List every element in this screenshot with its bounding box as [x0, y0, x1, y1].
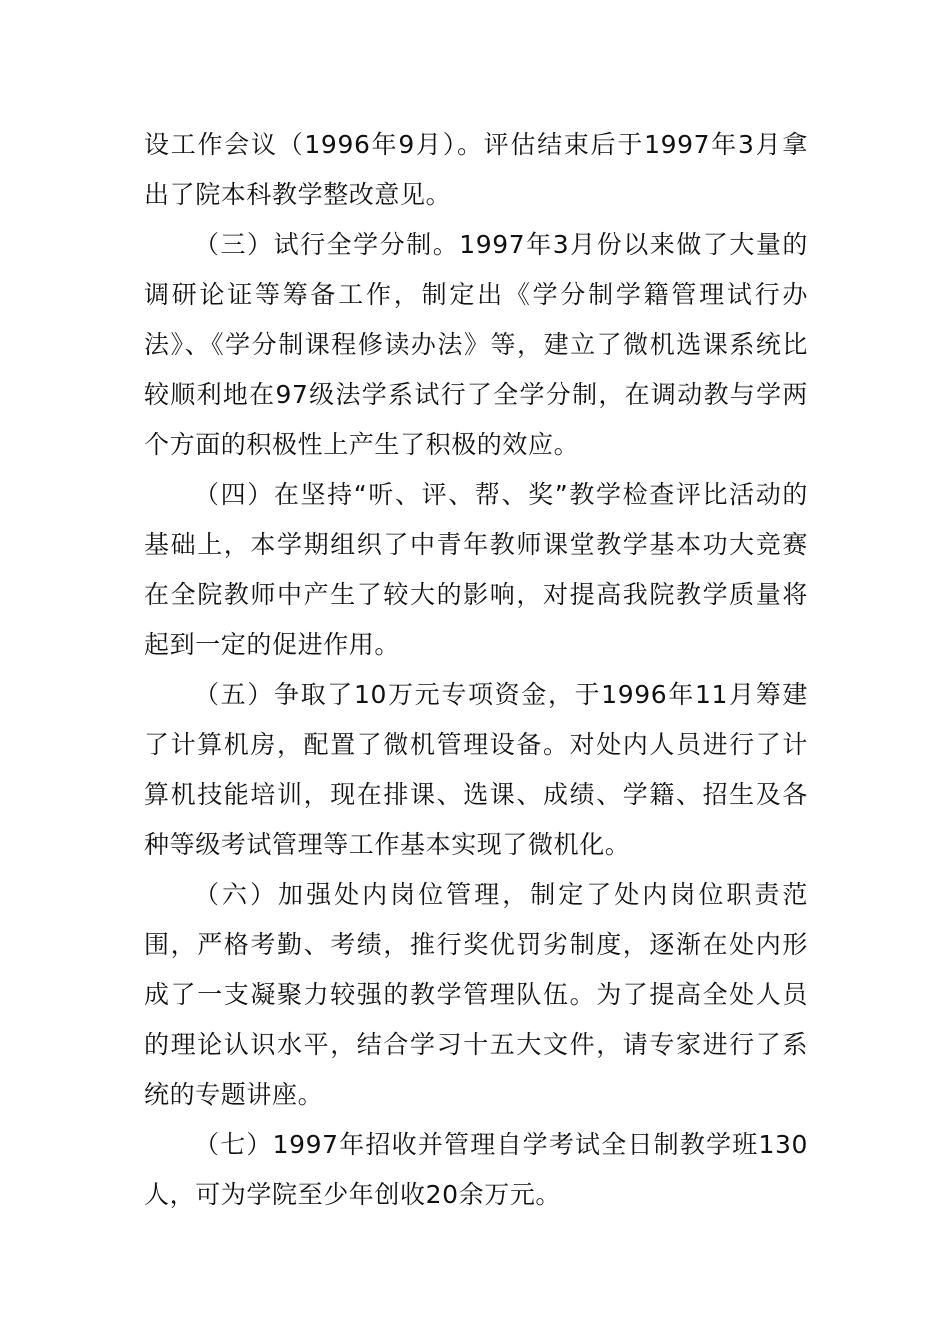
paragraph-section-4: （四）在坚持“听、评、帮、奖”教学检查评比活动的基础上，本学期组织了中青年教师课堂教学基本功大竞赛在全院教师中产生了较大的影响，对提高我院教学质量将起到一定的促进作用。	[144, 480, 808, 659]
paragraph-section-5: （五）争取了10万元专项资金，于1996年11月筹建了计算机房，配置了微机管理设备。对处内人员进行了计算机技能培训，现在排课、选课、成绩、学籍、招生及各种等级考试管理等工作基本实现了微机化。	[144, 680, 808, 859]
document-body	[144, 120, 808, 1220]
paragraph-continuation: 设工作会议（1996年9月）。评估结束后于1997年3月拿出了院本科教学整改意见。	[144, 130, 808, 209]
paragraph-section-3: （三）试行全学分制。1997年3月份以来做了大量的调研论证等筹备工作，制定出《学分制学籍管理试行办法》、《学分制课程修读办法》等，建立了微机选课系统比较顺利地在97级法学系试行了全学分制，在调动教与学两个方面的积极性上产生了积极的效应。	[144, 230, 808, 459]
paragraph-section-6: （六）加强处内岗位管理，制定了处内岗位职责范围，严格考勤、考绩，推行奖优罚劣制度，逐渐在处内形成了一支凝聚力较强的教学管理队伍。为了提高全处人员的理论认识水平，结合学习十五大文件，请专家进行了系统的专题讲座。	[144, 880, 808, 1109]
paragraph-section-7: （七）1997年招收并管理自学考试全日制教学班130人，可为学院至少年创收20余万元。	[144, 1130, 808, 1209]
